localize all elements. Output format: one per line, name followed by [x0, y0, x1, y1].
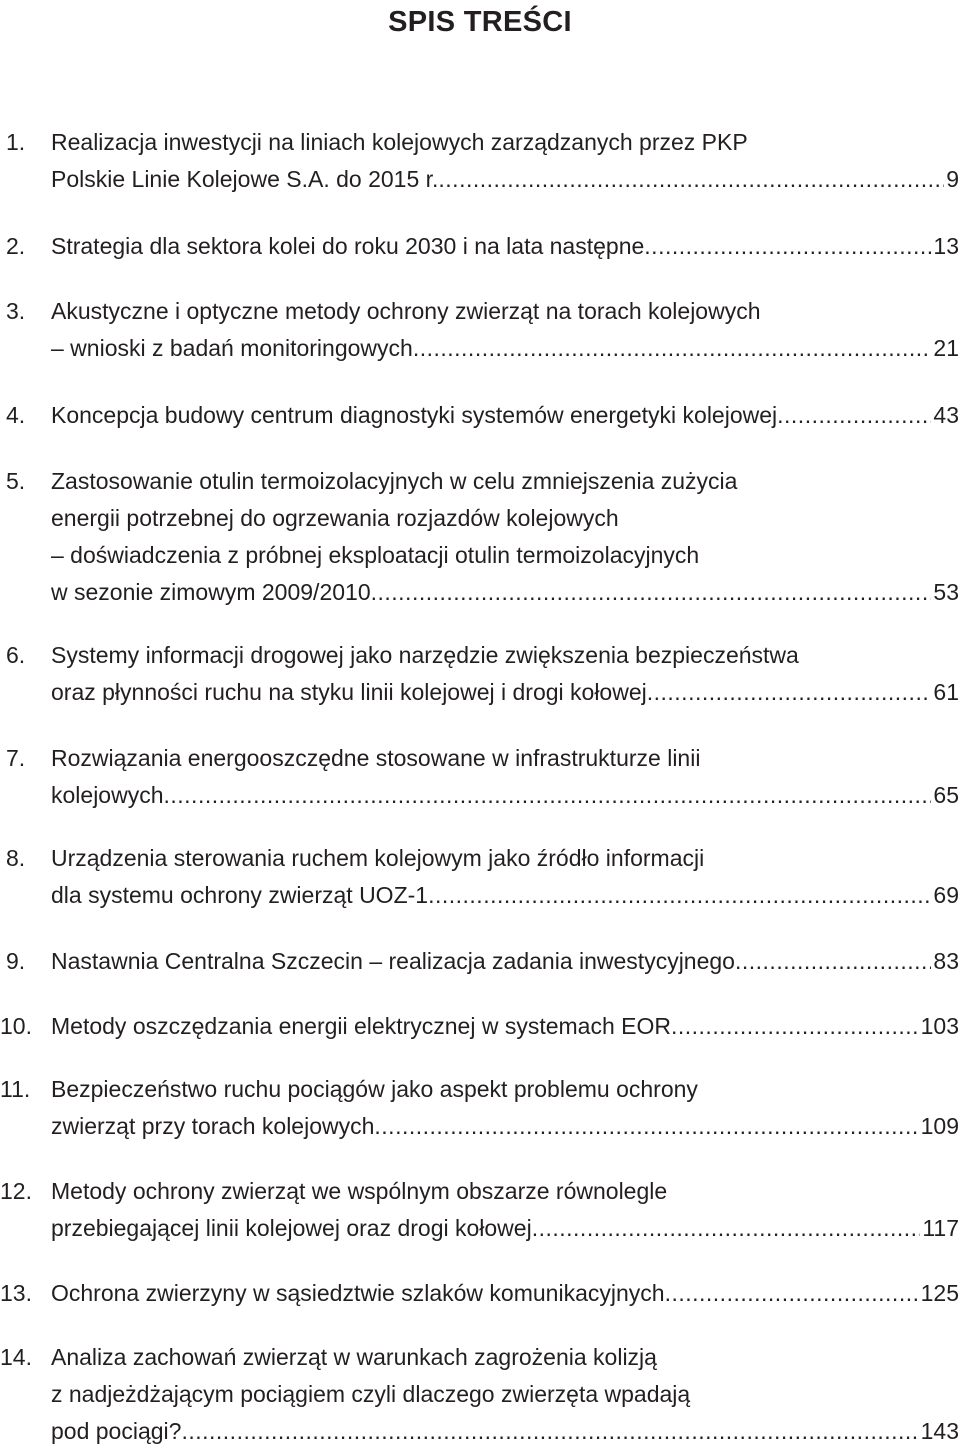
toc-entry-last-line: [51, 1210, 959, 1247]
dot-leader: [665, 1275, 919, 1312]
toc-entry[interactable]: [0, 840, 960, 914]
toc-entry-last-line: [51, 1413, 959, 1450]
toc-entry-page-number: 83: [933, 948, 959, 974]
toc-entry-number: 9.: [6, 948, 26, 974]
toc-entry-last-line: [51, 228, 959, 265]
toc-entry-title-line: pod pociągi?: [51, 1418, 182, 1444]
table-of-contents: [0, 124, 960, 1450]
toc-entry-page-number: 117: [922, 1215, 959, 1241]
dot-leader: [438, 161, 944, 198]
toc-entry-number: 7.: [6, 745, 26, 771]
toc-entry[interactable]: [0, 637, 960, 711]
dot-leader: [647, 674, 932, 711]
toc-entry-page-number: 21: [933, 335, 959, 361]
toc-entry-last-line: [51, 397, 959, 434]
toc-entry-last-line: [51, 877, 959, 914]
toc-entry-title-line: w sezonie zimowym 2009/2010: [51, 579, 371, 605]
toc-entry-last-line: [51, 1008, 959, 1045]
dot-leader: [413, 330, 932, 367]
toc-entry-title-line: Analiza zachowań zwierząt w warunkach zagrożenia kolizją: [51, 1344, 657, 1370]
toc-entry[interactable]: [0, 943, 960, 980]
toc-entry-number: 12.: [0, 1178, 32, 1204]
toc-entry-page-number: 103: [920, 1013, 959, 1039]
dot-leader: [671, 1008, 919, 1045]
toc-entry-title-line: Bezpieczeństwo ruchu pociągów jako aspekt problemu ochrony: [51, 1076, 698, 1102]
toc-entry-page-number: 13: [933, 233, 959, 259]
toc-entry-number: 11.: [0, 1076, 31, 1102]
toc-entry-number: 5.: [6, 468, 26, 494]
toc-entry-last-line: [51, 330, 959, 367]
toc-entry-page-number: 61: [933, 679, 959, 705]
toc-entry-page-number: 69: [933, 882, 959, 908]
toc-entry-title-line: z nadjeżdżającym pociągiem czyli dlaczego zwierzęta wpadają: [51, 1381, 691, 1407]
toc-entry-title-line: Strategia dla sektora kolei do roku 2030 i na lata następne: [51, 233, 645, 259]
toc-entry-last-line: [51, 1275, 959, 1312]
toc-entry-number: 14.: [0, 1344, 32, 1370]
toc-entry-title-line: Urządzenia sterowania ruchem kolejowym jako źródło informacji: [51, 845, 705, 871]
toc-entry-last-line: [51, 943, 959, 980]
toc-entry-title-line: Akustyczne i optyczne metody ochrony zwierząt na torach kolejowych: [51, 298, 761, 324]
toc-entry[interactable]: [0, 1275, 960, 1312]
dot-leader: [181, 1413, 918, 1450]
toc-entry-number: 4.: [6, 402, 26, 428]
toc-entry-page-number: 53: [933, 579, 959, 605]
toc-entry-last-line: [51, 574, 959, 611]
toc-entry[interactable]: [0, 228, 960, 265]
toc-entry-page-number: 65: [933, 782, 959, 808]
dot-leader: [532, 1210, 921, 1247]
toc-entry[interactable]: [0, 1173, 960, 1247]
toc-entry-title-line: Polskie Linie Kolejowe S.A. do 2015 r.: [51, 166, 439, 192]
toc-entry[interactable]: [0, 1008, 960, 1045]
toc-entry-title-line: Rozwiązania energooszczędne stosowane w infrastrukturze linii: [51, 745, 701, 771]
toc-entry[interactable]: [0, 1071, 960, 1145]
toc-entry[interactable]: [0, 740, 960, 814]
dot-leader: [371, 574, 932, 611]
toc-entry-title-line: – doświadczenia z próbnej eksploatacji otulin termoizolacyjnych: [51, 542, 700, 568]
toc-entry-title-line: Koncepcja budowy centrum diagnostyki systemów energetyki kolejowej: [51, 402, 778, 428]
toc-entry-page-number: 9: [946, 166, 959, 192]
toc-entry-number: 2.: [6, 233, 26, 259]
toc-entry-page-number: 43: [933, 402, 959, 428]
toc-entry-last-line: [51, 777, 959, 814]
toc-entry-title-line: – wnioski z badań monitoringowych: [51, 335, 413, 361]
toc-entry[interactable]: [0, 463, 960, 611]
toc-entry-title-line: Metody ochrony zwierząt we wspólnym obszarze równolegle: [51, 1178, 668, 1204]
toc-entry-title-line: kolejowych: [51, 782, 164, 808]
toc-entry-number: 13.: [0, 1280, 32, 1306]
dot-leader: [164, 777, 932, 814]
dot-leader: [644, 228, 931, 265]
toc-entry-page-number: 125: [920, 1280, 959, 1306]
dot-leader: [777, 397, 931, 434]
toc-entry-number: 1.: [6, 129, 26, 155]
toc-entry-title-line: Nastawnia Centralna Szczecin – realizacja zadania inwestycyjnego: [51, 948, 735, 974]
toc-entry-number: 6.: [6, 642, 26, 668]
toc-entry-title-line: zwierząt przy torach kolejowych: [51, 1113, 375, 1139]
toc-entry-title-line: Realizacja inwestycji na liniach kolejowych zarządzanych przez PKP: [51, 129, 748, 155]
toc-entry-page-number: 109: [920, 1113, 959, 1139]
toc-entry-last-line: [51, 161, 959, 198]
toc-entry-last-line: [51, 1108, 959, 1145]
page-title: SPIS TREŚCI: [388, 6, 572, 38]
toc-entry-title-line: dla systemu ochrony zwierząt UOZ-1: [51, 882, 429, 908]
toc-entry-title-line: oraz płynności ruchu na styku linii kolejowej i drogi kołowej: [51, 679, 647, 705]
toc-entry-title-line: Ochrona zwierzyny w sąsiedztwie szlaków komunikacyjnych: [51, 1280, 665, 1306]
dot-leader: [374, 1108, 918, 1145]
toc-entry[interactable]: [0, 397, 960, 434]
toc-entry[interactable]: [0, 1339, 960, 1450]
toc-entry-title-line: Systemy informacji drogowej jako narzędzie zwiększenia bezpieczeństwa: [51, 642, 799, 668]
toc-entry-title-line: Zastosowanie otulin termoizolacyjnych w celu zmniejszenia zużycia: [51, 468, 738, 494]
toc-entry[interactable]: [0, 293, 960, 367]
toc-entry-number: 10.: [0, 1013, 32, 1039]
toc-entry-title-line: energii potrzebnej do ogrzewania rozjazdów kolejowych: [51, 505, 619, 531]
dot-leader: [428, 877, 931, 914]
toc-entry-number: 8.: [6, 845, 26, 871]
toc-entry-number: 3.: [6, 298, 26, 324]
toc-entry-page-number: 143: [920, 1418, 959, 1444]
toc-entry[interactable]: [0, 124, 960, 198]
toc-entry-last-line: [51, 674, 959, 711]
toc-entry-title-line: Metody oszczędzania energii elektrycznej w systemach EOR: [51, 1013, 671, 1039]
toc-entry-title-line: przebiegającej linii kolejowej oraz drogi kołowej: [51, 1215, 532, 1241]
dot-leader: [735, 943, 931, 980]
